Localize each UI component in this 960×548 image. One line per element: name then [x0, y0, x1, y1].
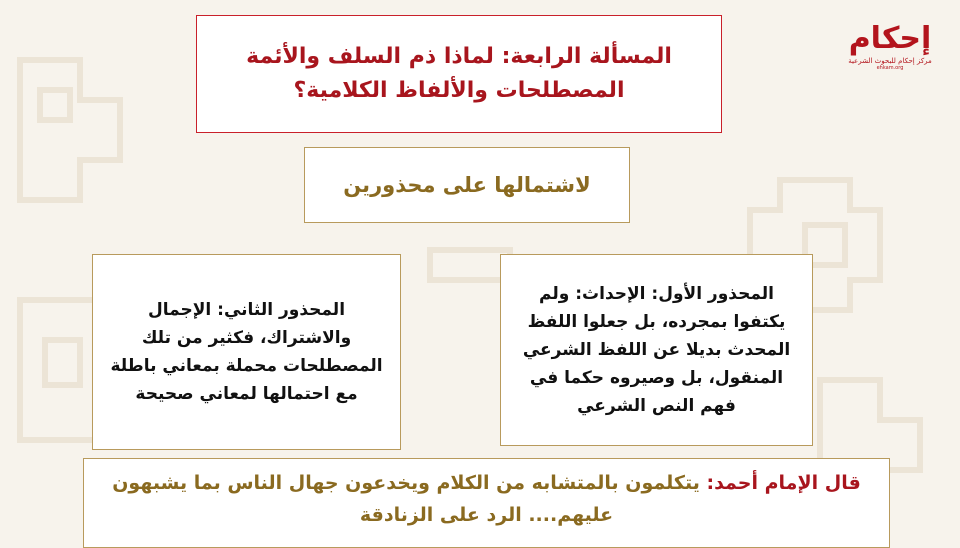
quote-speaker: قال الإمام أحمد: [706, 472, 861, 494]
title-line-2: المصطلحات والألفاظ الكلامية؟ [293, 78, 625, 103]
logo-wordmark: إحكام [848, 21, 932, 56]
second-caveat-card: المحذور الثاني: الإجمال والاشتراك، فكثير من تلك المصطلحات محملة بمعاني باطلة مع احتمالها لمعاني صحيحة [92, 254, 401, 450]
quote-text: يتكلمون بالمتشابه من الكلام ويخدعون جهال الناس بما يشبهون عليهم.... الرد على الزنادقة [112, 472, 700, 527]
logo-website: ehkam.org [876, 65, 904, 72]
title-box [196, 15, 722, 133]
logo-subtitle: مركز إحكام للبحوث الشرعية [848, 57, 932, 65]
quote-text-block [84, 467, 889, 532]
quote-box [83, 458, 890, 548]
first-caveat-card: المحذور الأول: الإحداث: ولم يكتفوا بمجرده، بل جعلوا اللفظ المحدث بديلا عن اللفظ الشرعي المنقول، بل وصيروه حكما في فهم النص الشرعي [500, 254, 813, 446]
title-line-1: المسألة الرابعة: لماذا ذم السلف والأئمة [246, 43, 672, 69]
logo [840, 21, 940, 94]
reason-box: لاشتمالها على محذورين [304, 147, 630, 223]
